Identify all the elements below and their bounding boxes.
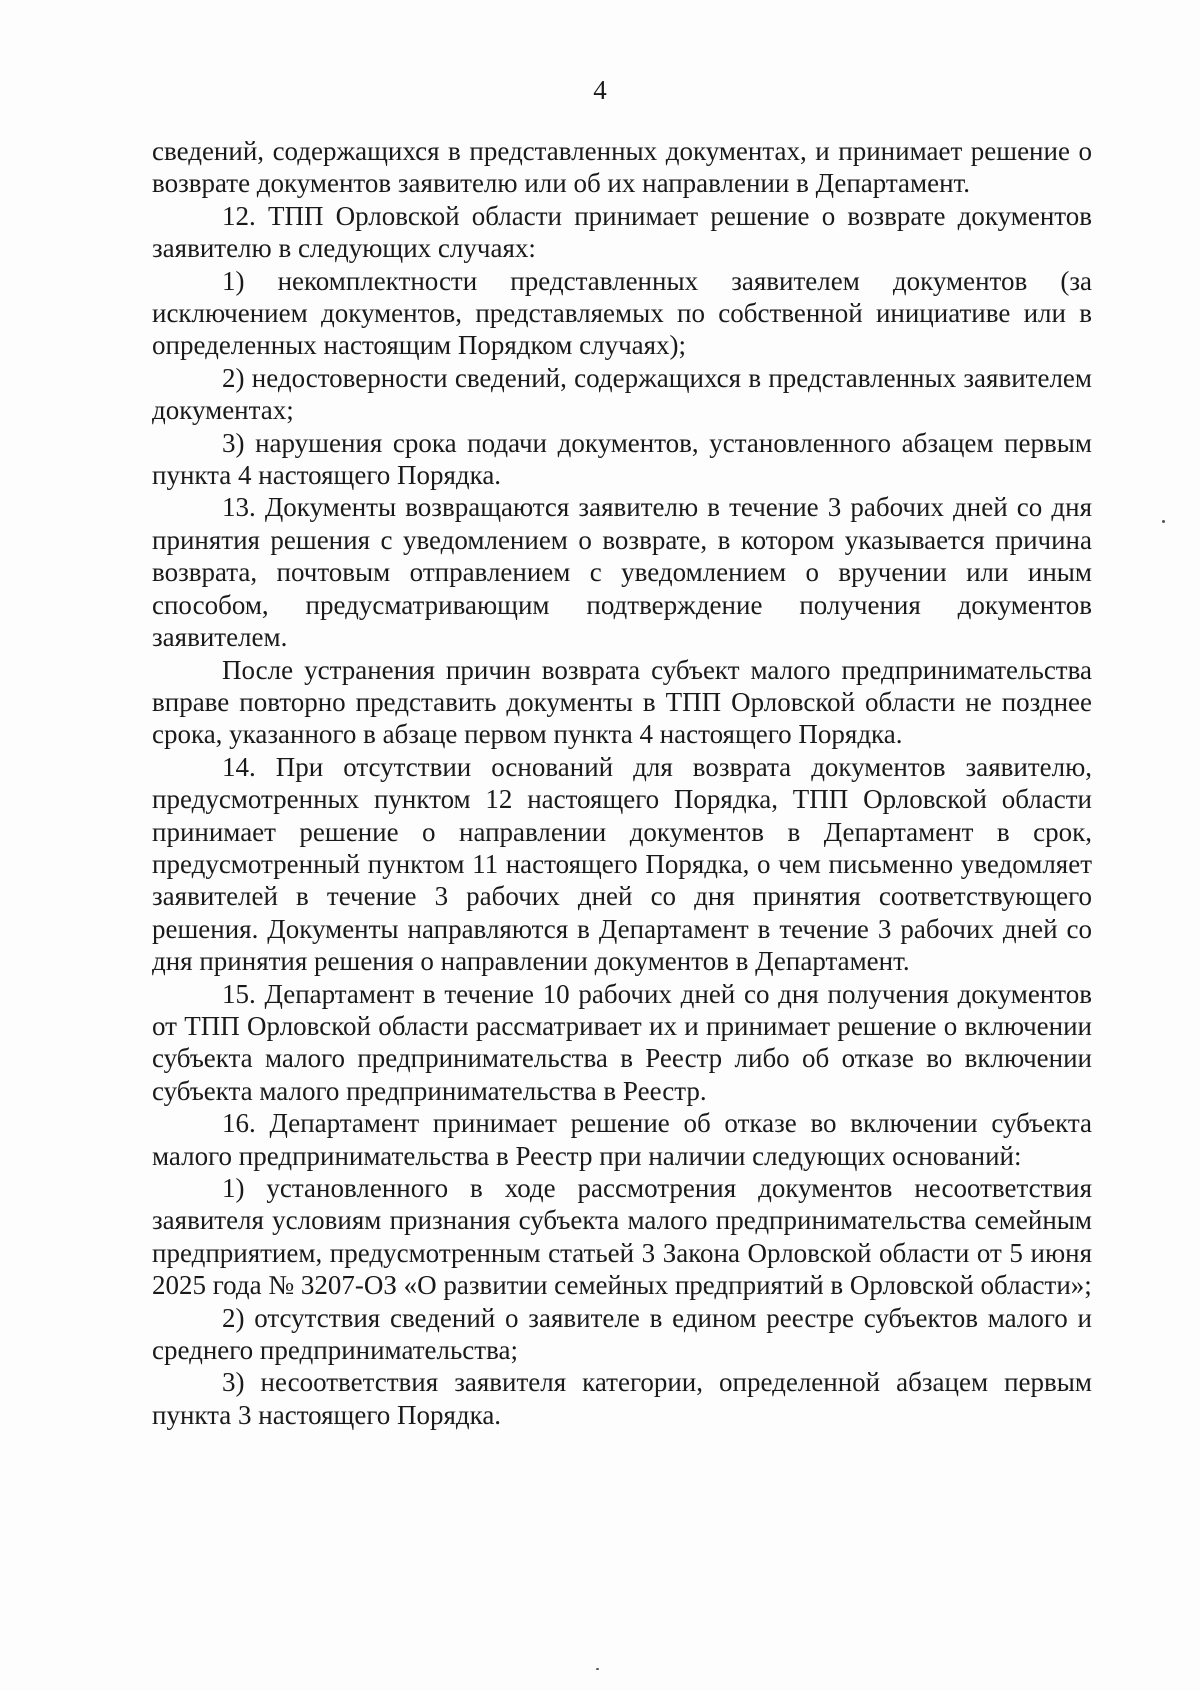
paragraph-14: 14. При отсутствии оснований для возврата документов заявителю, предусмотренных пунктом 12 настоящего Порядка, ТПП Орловской области принимает решение о направлении документов в Департамент в срок, предусмотренный пунктом 11 настоящего Порядка, о чем письменно уведомляет заявителей в течение 3 рабочих дней со дня принятия соответствующего решения. Документы направляются в Департамент в течение 3 рабочих дней со дня принятия решения о направлении документов в Департамент. xyxy=(152,751,1092,977)
page-number: 4 xyxy=(593,75,607,105)
paragraph-16-item-3: 3) несоответствия заявителя категории, определенной абзацем первым пункта 3 настоящего Порядка. xyxy=(152,1367,1092,1430)
document-body xyxy=(152,135,1092,1431)
paragraph-13: 13. Документы возвращаются заявителю в течение 3 рабочих дней со дня принятия решения с уведомлением о возврате, в котором указывается причина возврата, почтовым отправлением с уведомлением о вручении или иным способом, предусматривающим подтверждение получения документов заявителем. xyxy=(152,492,1092,653)
paragraph-13-second: После устранения причин возврата субъект малого предпринимательства вправе повторно представить документы в ТПП Орловской области не позднее срока, указанного в абзаце первом пункта 4 настоящего Порядка. xyxy=(152,654,1092,750)
paragraph-16-item-2: 2) отсутствия сведений о заявителе в едином реестре субъектов малого и среднего предпринимательства; xyxy=(152,1302,1092,1366)
paragraph-12: 12. ТПП Орловской области принимает решение о возврате документов заявителю в следующих случаях: xyxy=(152,200,1092,264)
scan-speck xyxy=(596,1668,599,1670)
paragraph-15: 15. Департамент в течение 10 рабочих дней со дня получения документов от ТПП Орловской области рассматривает их и принимает решение о включении субъекта малого предпринимательства в Реестр либо об отказе во включении субъекта малого предпринимательства в Реестр. xyxy=(152,978,1092,1106)
paragraph-12-item-2: 2) недостоверности сведений, содержащихся в представленных заявителем документах; xyxy=(152,362,1092,426)
paragraph-12-item-1: 1) некомплектности представленных заявителем документов (за исключением документов, представляемых по собственной инициативе или в определенных настоящим Порядком случаях); xyxy=(152,265,1092,361)
paragraph-12-item-3: 3) нарушения срока подачи документов, установленного абзацем первым пункта 4 настоящего Порядка. xyxy=(152,427,1092,491)
paragraph-16: 16. Департамент принимает решение об отказе во включении субъекта малого предпринимательства в Реестр при наличии следующих оснований: xyxy=(152,1108,1092,1171)
paragraph-16-item-1: 1) установленного в ходе рассмотрения документов несоответствия заявителя условиям признания субъекта малого предпринимательства семейным предприятием, предусмотренным статьей 3 Закона Орловской области от 5 июня 2025 года № 3207-ОЗ «О развитии семейных предприятий в Орловской области»; xyxy=(152,1173,1092,1301)
scan-speck xyxy=(1162,520,1165,523)
paragraph-continuation: сведений, содержащихся в представленных документах, и принимает решение о возврате документов заявителю или об их направлении в Департамент. xyxy=(152,136,1092,199)
